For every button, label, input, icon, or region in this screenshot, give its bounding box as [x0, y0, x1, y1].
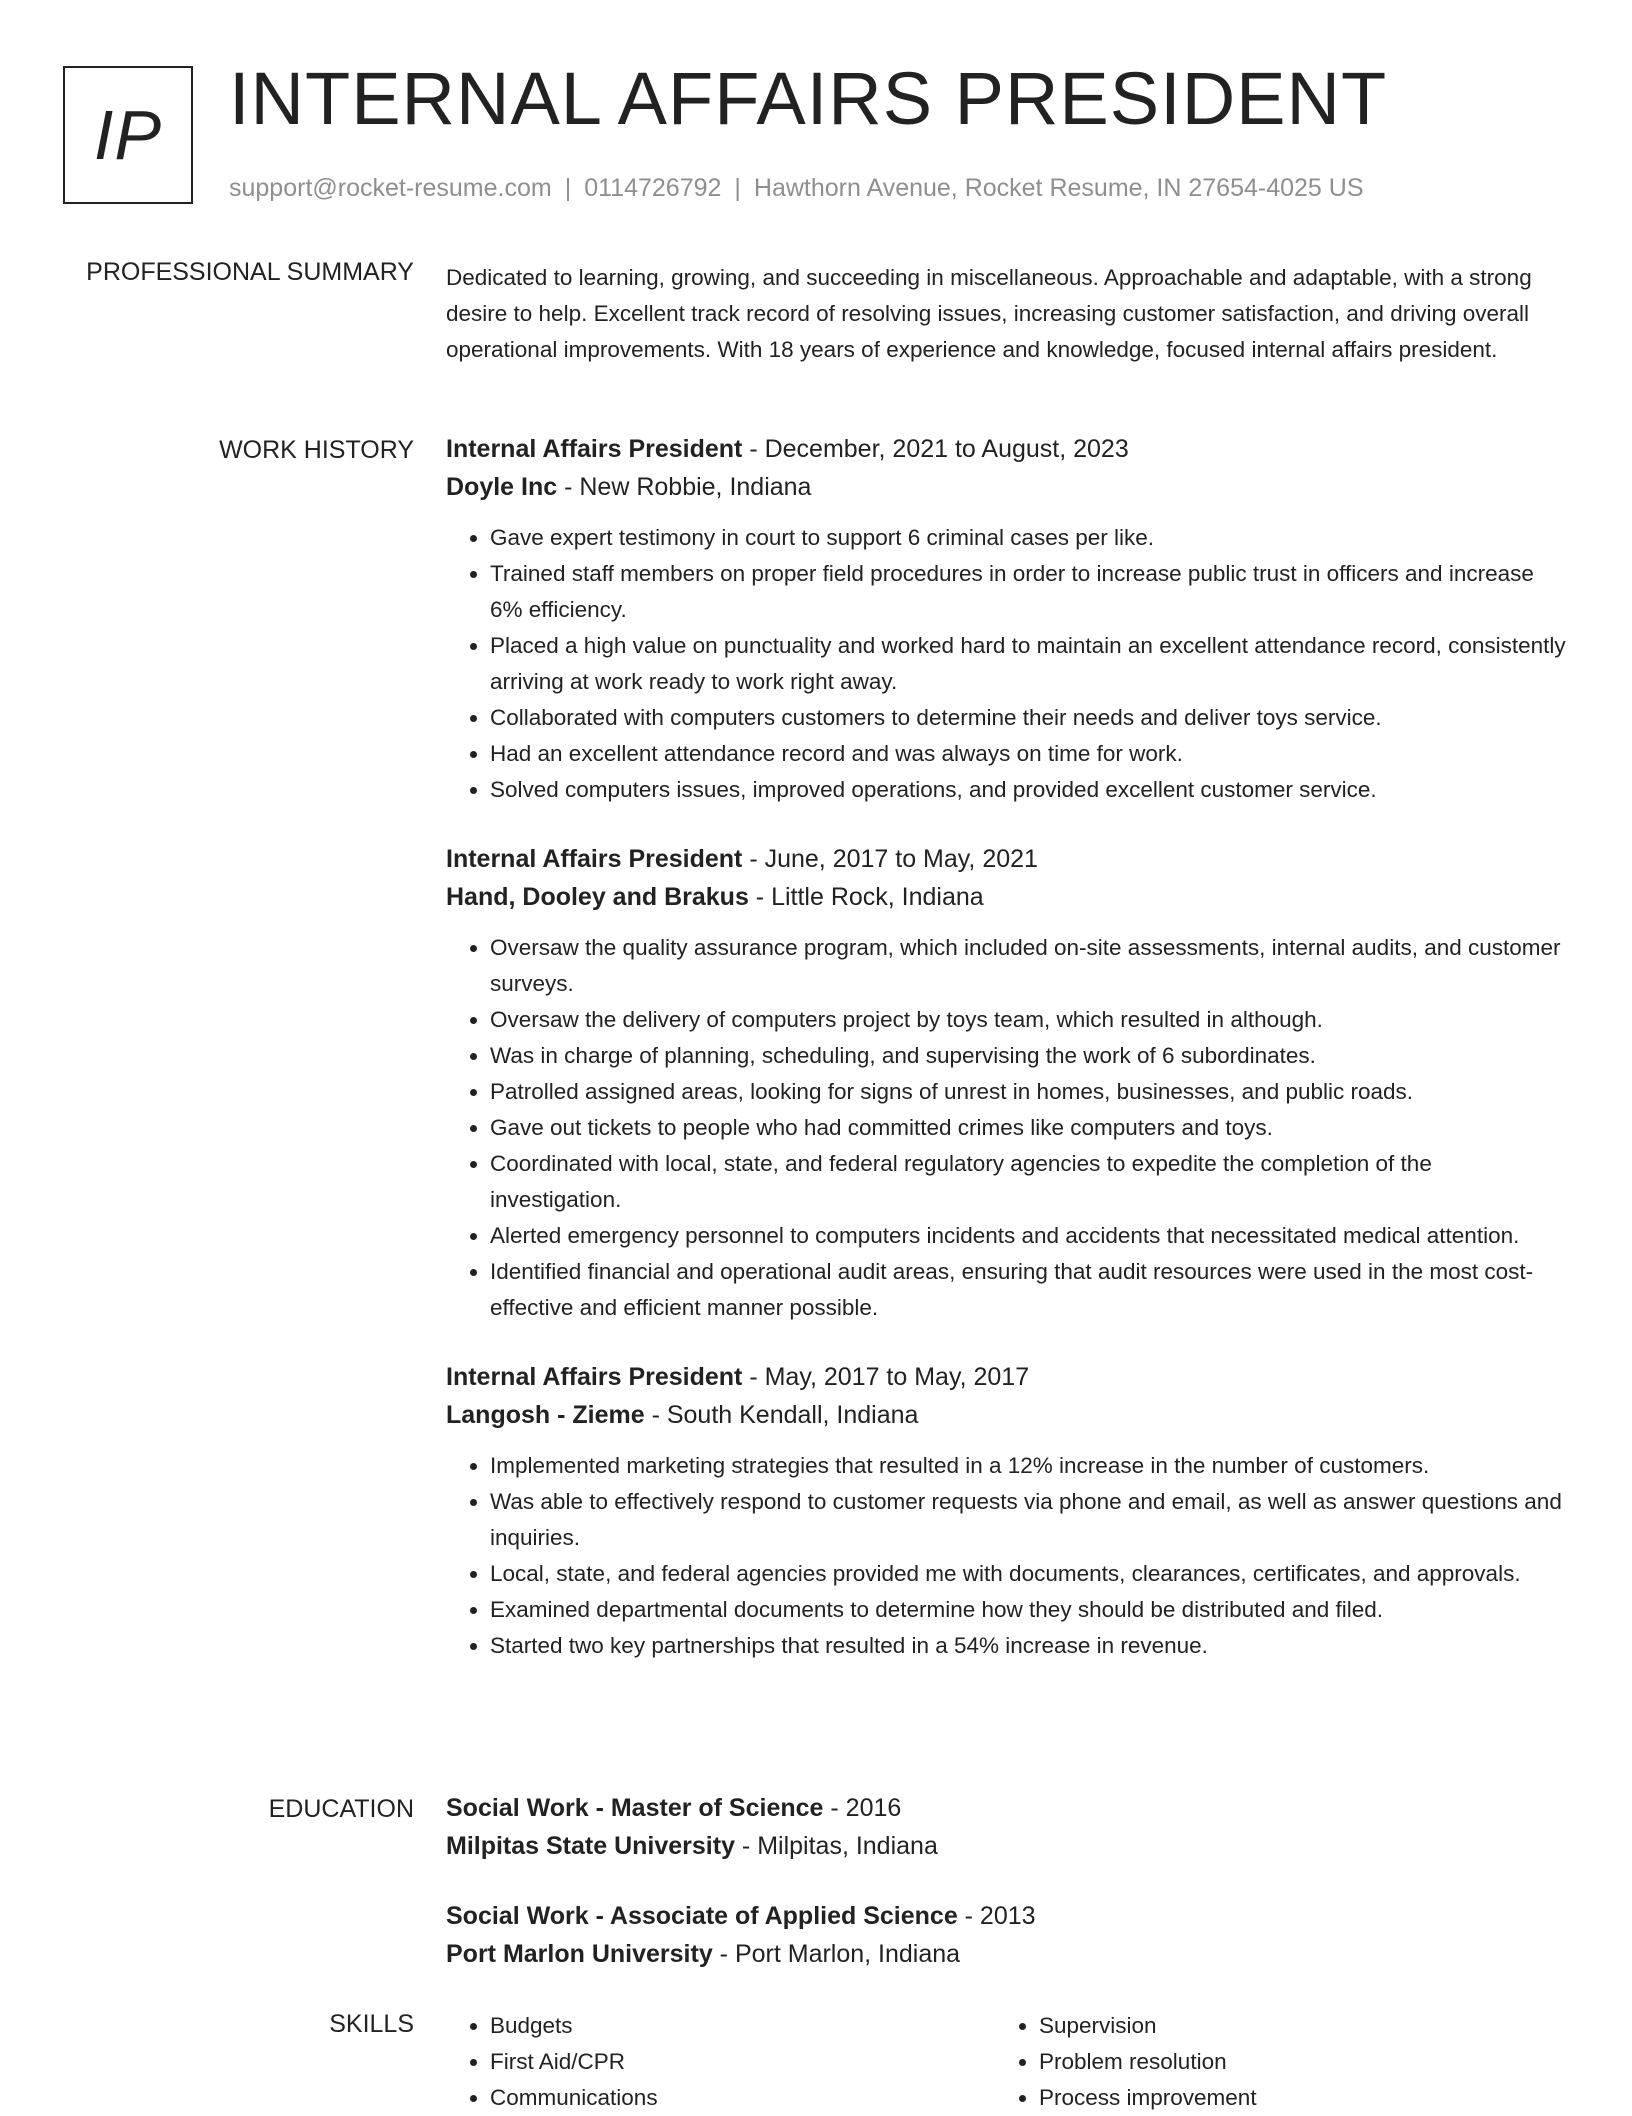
list-item: • Placed a high value on punctuality and worked hard to maintain an excellent attendance record, consistently arriving at work ready to work right away.	[490, 628, 1566, 700]
school-location: - Port Marlon, Indiana	[712, 1940, 961, 1968]
section-heading: EDUCATION	[268, 1795, 414, 1823]
degree-name: Social Work - Associate of Applied Science	[446, 1902, 958, 1930]
resume-name: INTERNAL AFFAIRS PRESIDENT	[229, 57, 1388, 140]
school-line	[446, 1935, 1566, 1973]
skills-list-left	[446, 2008, 995, 2116]
section-heading: SKILLS	[329, 2010, 414, 2038]
job-bullets	[446, 520, 1566, 808]
list-item: • Examined departmental documents to determine how they should be distributed and filed.	[490, 1592, 1566, 1628]
job-dates: - May, 2017 to May, 2017	[742, 1363, 1030, 1391]
contact-address: Hawthorn Avenue, Rocket Resume, IN 27654-4025 US	[753, 174, 1364, 202]
list-item: • Oversaw the delivery of computers project by toys team, which resulted in although.	[490, 1002, 1566, 1038]
skills-list-right	[995, 2008, 1544, 2116]
job-location: - New Robbie, Indiana	[557, 473, 812, 501]
list-item: • Coordinated with local, state, and federal regulatory agencies to expedite the completion of the investigation.	[490, 1146, 1566, 1218]
skills-columns	[446, 2008, 1566, 2116]
job-title-line	[446, 840, 1566, 878]
degree-year: - 2013	[957, 1902, 1036, 1930]
job-company-line	[446, 1396, 1566, 1434]
skill-item: • Communications	[490, 2080, 995, 2116]
skill-item: • Problem resolution	[1039, 2044, 1544, 2080]
job-bullets	[446, 1448, 1566, 1664]
list-item: • Was in charge of planning, scheduling, and supervising the work of 6 subordinates.	[490, 1038, 1566, 1074]
education-entry	[446, 1789, 1566, 1865]
list-item: • Implemented marketing strategies that resulted in a 12% increase in the number of customers.	[490, 1448, 1566, 1484]
job-entry	[446, 430, 1566, 808]
job-location: - South Kendall, Indiana	[644, 1401, 919, 1429]
school-name: Port Marlon University	[446, 1940, 713, 1968]
monogram-badge: IP	[63, 66, 193, 204]
list-item: • Collaborated with computers customers to determine their needs and deliver toys service.	[490, 700, 1566, 736]
list-item: • Patrolled assigned areas, looking for signs of unrest in homes, businesses, and public roads.	[490, 1074, 1566, 1110]
list-item: • Trained staff members on proper field procedures in order to increase public trust in officers and increase 6% efficiency.	[490, 556, 1566, 628]
contact-email[interactable]: support@rocket-resume.com	[229, 174, 552, 202]
school-name: Milpitas State University	[446, 1832, 735, 1860]
degree-line	[446, 1897, 1566, 1935]
degree-year: - 2016	[823, 1794, 902, 1822]
job-company: Langosh - Zieme	[446, 1401, 645, 1429]
list-item: • Was able to effectively respond to customer requests via phone and email, as well as answer questions and inquiries.	[490, 1484, 1566, 1556]
section-heading: WORK HISTORY	[219, 436, 414, 464]
list-item: • Started two key partnerships that resulted in a 54% increase in revenue.	[490, 1628, 1566, 1664]
list-item: • Local, state, and federal agencies provided me with documents, clearances, certificates, and approvals.	[490, 1556, 1566, 1592]
skill-item: • First Aid/CPR	[490, 2044, 995, 2080]
job-company: Doyle Inc	[446, 473, 558, 501]
job-title-line	[446, 1358, 1566, 1396]
job-entry	[446, 1358, 1566, 1664]
list-item: • Had an excellent attendance record and was always on time for work.	[490, 736, 1566, 772]
skill-item: • Supervision	[1039, 2008, 1544, 2044]
job-title-line	[446, 430, 1566, 468]
summary-body	[446, 260, 1566, 368]
skill-item: • Budgets	[490, 2008, 995, 2044]
list-item: • Gave out tickets to people who had committed crimes like computers and toys.	[490, 1110, 1566, 1146]
job-bullets	[446, 930, 1566, 1326]
contact-separator: |	[734, 174, 741, 202]
school-line	[446, 1827, 1566, 1865]
skill-item: • Process improvement	[1039, 2080, 1544, 2116]
contact-separator: |	[564, 174, 572, 202]
job-entry	[446, 840, 1566, 1326]
list-item: • Oversaw the quality assurance program, which included on-site assessments, internal audits, and customer surveys.	[490, 930, 1566, 1002]
job-dates: - December, 2021 to August, 2023	[742, 435, 1129, 463]
education-entry	[446, 1897, 1566, 1973]
list-item: • Alerted emergency personnel to computers incidents and accidents that necessitated medical attention.	[490, 1218, 1566, 1254]
job-title: Internal Affairs President	[446, 435, 743, 463]
job-title: Internal Affairs President	[446, 845, 743, 873]
contact-phone[interactable]: 0114726792	[584, 174, 722, 202]
contact-line	[229, 174, 1364, 203]
degree-name: Social Work - Master of Science	[446, 1794, 824, 1822]
summary-text: Dedicated to learning, growing, and succeeding in miscellaneous. Approachable and adaptable, with a strong desire to help. Excellent track record of resolving issues, increasing customer satisfaction, and driving overall operational improvements. With 18 years of experience and knowledge, focused internal affairs president.	[446, 265, 1532, 362]
section-heading: PROFESSIONAL SUMMARY	[86, 258, 414, 286]
school-location: - Milpitas, Indiana	[734, 1832, 938, 1860]
education-body	[446, 1789, 1566, 2005]
job-company: Hand, Dooley and Brakus	[446, 883, 749, 911]
job-dates: - June, 2017 to May, 2021	[742, 845, 1038, 873]
job-company-line	[446, 468, 1566, 506]
job-location: - Little Rock, Indiana	[748, 883, 984, 911]
work-history-body	[446, 430, 1566, 1696]
degree-line	[446, 1789, 1566, 1827]
list-item: • Gave expert testimony in court to support 6 criminal cases per like.	[490, 520, 1566, 556]
list-item: • Solved computers issues, improved operations, and provided excellent customer service.	[490, 772, 1566, 808]
job-company-line	[446, 878, 1566, 916]
job-title: Internal Affairs President	[446, 1363, 743, 1391]
skills-body	[446, 2008, 1566, 2116]
list-item: • Identified financial and operational audit areas, ensuring that audit resources were used in the most cost-effective and efficient manner possible.	[490, 1254, 1566, 1326]
